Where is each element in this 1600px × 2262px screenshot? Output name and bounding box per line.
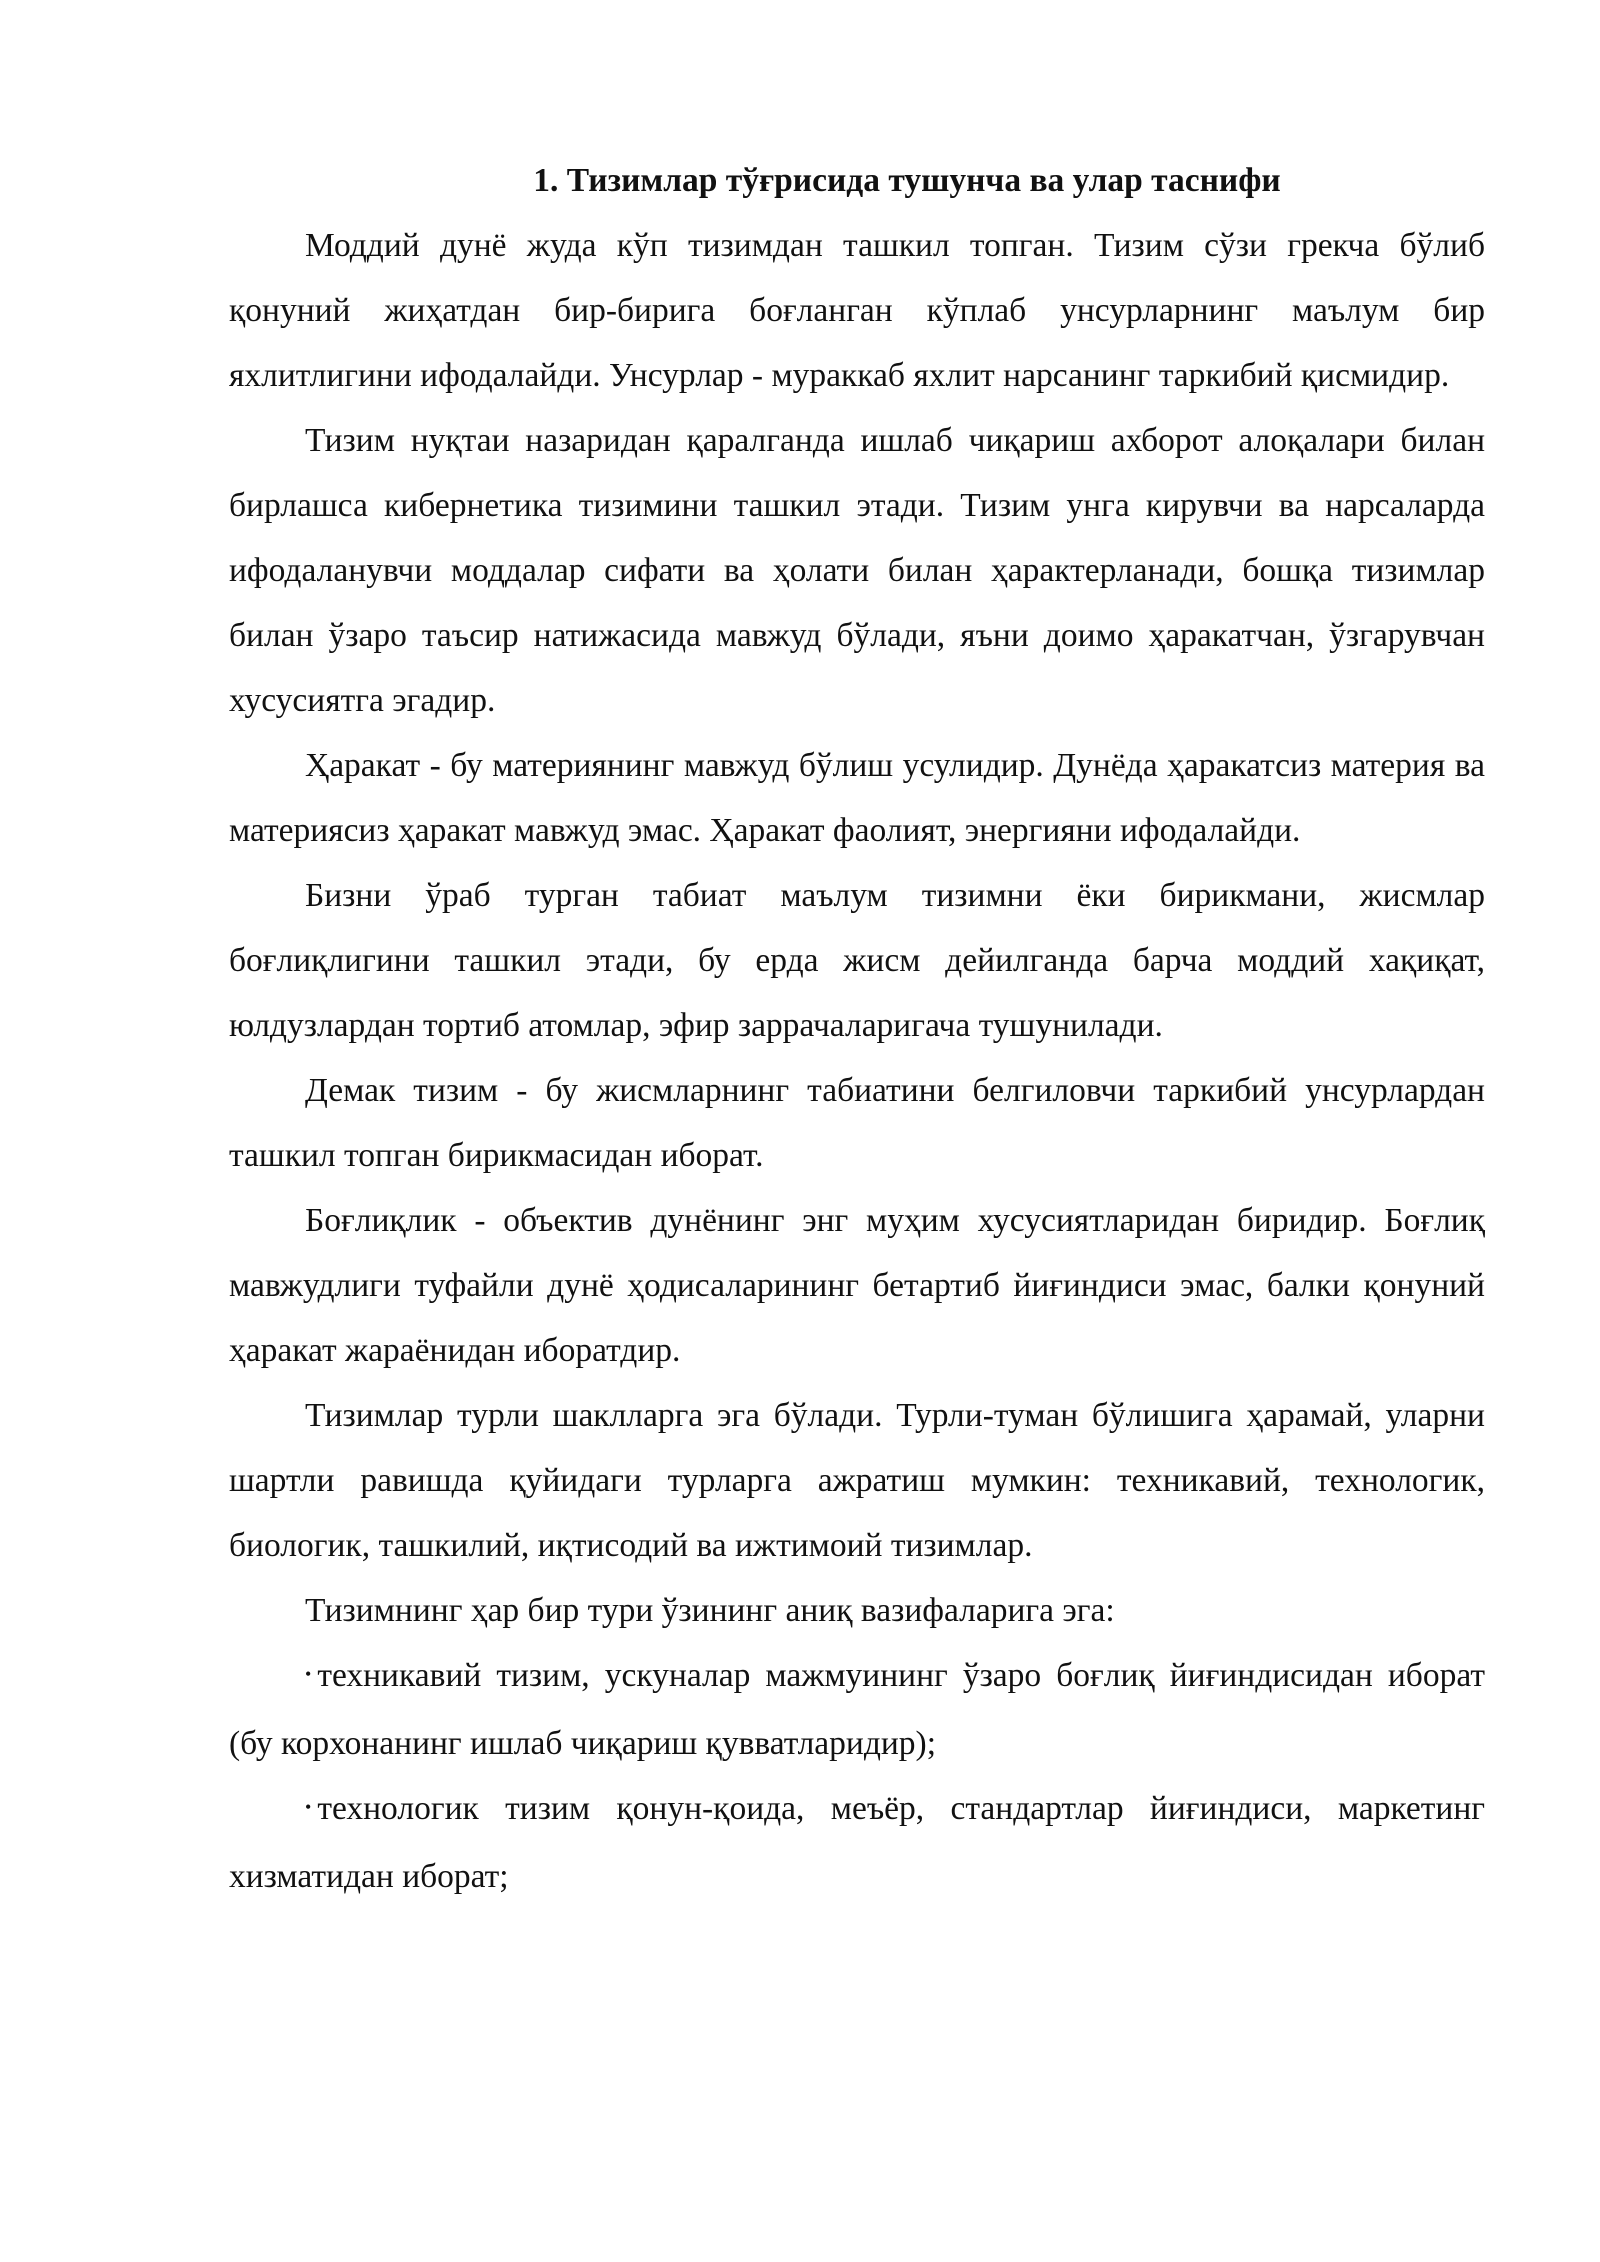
paragraph-5: Демак тизим - бу жисмларнинг табиатини белгиловчи таркибий унсурлардан ташкил топган бирикмасидан иборат. bbox=[229, 1072, 1485, 1174]
bullet-item-1 bbox=[229, 1643, 1485, 1776]
section-title: 1. Тизимлар тўғрисида тушунча ва улар таснифи bbox=[533, 162, 1281, 199]
paragraph-7: Тизимлар турли шаклларга эга бўлади. Турли-туман бўлишига ҳарамай, уларни шартли равишда қуйидаги турларга ажратиш мумкин: техникавий, технологик, биологик, ташкилий, иқтисодий ва ижтимоий тизимлар. bbox=[229, 1397, 1485, 1564]
paragraph-6: Боғлиқлик - объектив дунёнинг энг муҳим хусусиятларидан биридир. Боғлиқ мавжудлиги туфайли дунё ҳодисаларининг бетартиб йиғиндиси эмас, балки қонуний ҳаракат жараёнидан иборатдир. bbox=[229, 1202, 1485, 1369]
bullet-icon: • bbox=[305, 1796, 312, 1817]
bullet-text-2: технологик тизим қонун-қоида, меъёр, стандартлар йиғиндиси, маркетинг хизматидан иборат; bbox=[229, 1789, 1485, 1895]
bullet-text-1: техникавий тизим, ускуналар мажмуининг ўзаро боғлиқ йиғиндисидан иборат (бу корхонанинг ишлаб чиқариш қувватларидир); bbox=[229, 1657, 1485, 1762]
bullet-item-2 bbox=[229, 1776, 1485, 1909]
paragraph-3: Ҳаракат - бу материянинг мавжуд бўлиш усулидир. Дунёда ҳаракатсиз материя ва материясиз ҳаракат мавжуд эмас. Ҳаракат фаолият, энергияни ифодалайди. bbox=[229, 747, 1485, 849]
paragraph-4: Бизни ўраб турган табиат маълум тизимни ёки бирикмани, жисмлар боғлиқлигини ташкил этади, бу ерда жисм дейилганда барча моддий хақиқат, юлдузлардан тортиб атомлар, эфир заррачаларигача тушунилади. bbox=[229, 877, 1485, 1044]
bullet-icon: • bbox=[305, 1663, 312, 1684]
paragraph-1: Моддий дунё жуда кўп тизимдан ташкил топган. Тизим сўзи грекча бўлиб қонуний жиҳатдан бир-бирига боғланган кўплаб унсурларнинг маълум бир яхлитлигини ифодалайди. Унсурлар - мураккаб яхлит нарсанинг таркибий қисмидир. bbox=[229, 227, 1485, 394]
paragraph-8: Тизимнинг ҳар бир тури ўзининг аниқ вазифаларига эга: bbox=[305, 1592, 1115, 1629]
paragraph-2: Тизим нуқтаи назаридан қаралганда ишлаб чиқариш ахборот алоқалари билан бирлашса кибернетика тизимини ташкил этади. Тизим унга кирувчи ва нарсаларда ифодаланувчи моддалар сифати ва ҳолати билан ҳарактерланади, бошқа тизимлар билан ўзаро таъсир натижасида мавжуд бўлади, яъни доимо ҳаракатчан, ўзгарувчан хусусиятга эгадир. bbox=[229, 422, 1485, 719]
document-body bbox=[229, 148, 1485, 1909]
